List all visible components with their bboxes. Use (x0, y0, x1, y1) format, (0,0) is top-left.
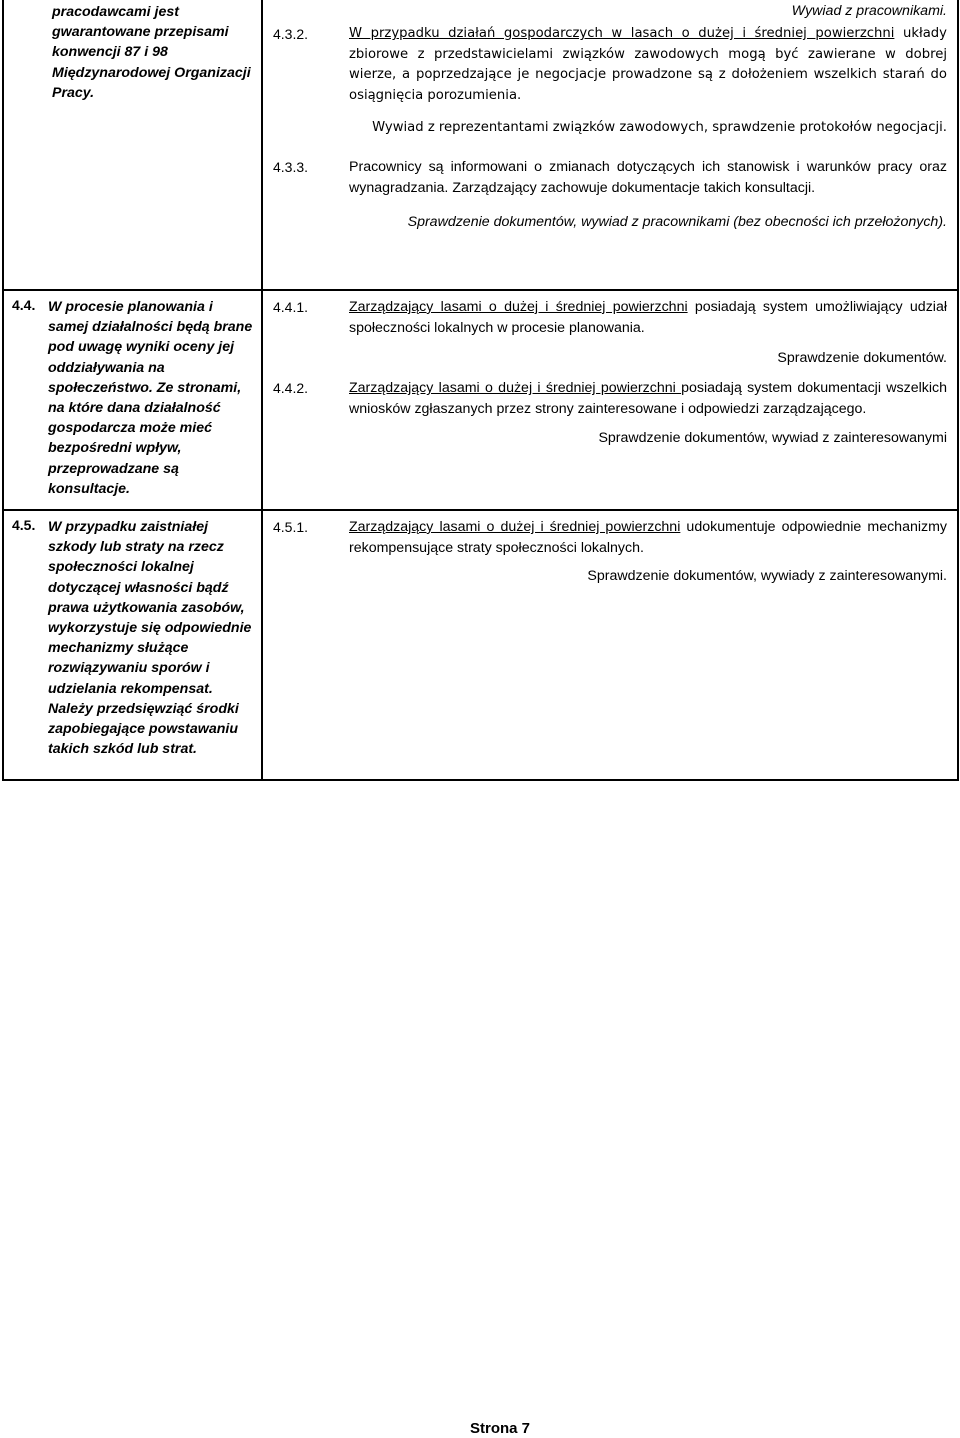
indicators-cell (262, 510, 958, 780)
indicator-item (273, 517, 947, 558)
indicator-text-rest: udokumentuje odpowiednie mechanizmy rekompensujące straty społeczności lokalnych. (349, 519, 948, 556)
indicator-text-rest: układy zbiorowe z przedstawicielami związków zawodowych mogą być zawierane w dobrej wierze, a poprzedzające je negocjacje prowadzone są z dołożeniem wszelkich starań do osiągnięcia porozumienia. (349, 26, 947, 103)
criterion-text: pracodawcami jest gwarantowane przepisami konwencji 87 i 98 Międzynarodowej Organizacji Pracy. (52, 4, 251, 101)
indicator-text (349, 24, 947, 106)
criterion-cell (3, 290, 262, 510)
indicator-text-rest: Pracownicy są informowani o zmianach dotyczących ich stanowisk i warunków pracy oraz wynagradzania. Zarządzający zachowuje dokumentacje takich konsultacji. (349, 159, 947, 196)
criterion (4, 511, 261, 759)
verification-text: Wywiad z reprezentantami związków zawodowych, sprawdzenie protokołów negocjacji. (372, 120, 947, 136)
table-row (3, 510, 958, 780)
indicator-number: 4.4.2. (273, 380, 309, 397)
criterion-number: 4.5. (12, 517, 36, 533)
indicator-text-underlined: Zarządzający lasami o dużej i średniej powierzchni (349, 380, 682, 397)
verification-text: Sprawdzenie dokumentów, wywiady z zainteresowanymi. (587, 568, 947, 585)
indicator-text (349, 157, 947, 198)
indicator-number: 4.4.1. (273, 299, 309, 315)
indicator-text (349, 517, 947, 558)
indicator-text-underlined: W przypadku działań gospodarczych w lasach o dużej i średniej powierzchni (349, 26, 895, 41)
verification-text: Sprawdzenie dokumentów, wywiad z zainteresowanymi (598, 430, 947, 447)
indicator-number: 4.3.3. (273, 159, 309, 176)
verification-text: Sprawdzenie dokumentów. (777, 350, 947, 367)
indicator-text-underlined: Zarządzający lasami o dużej i średniej powierzchni (349, 299, 688, 315)
criterion-cell (3, 510, 262, 780)
indicator-text (349, 297, 947, 338)
criterion (4, 291, 261, 499)
indicator-item (273, 24, 947, 106)
indicator-text (349, 378, 947, 419)
criterion-number: 4.4. (12, 297, 36, 313)
indicator-item (273, 297, 947, 338)
indicator-number: 4.3.2. (273, 26, 309, 42)
criterion-text: W przypadku zaistniałej szkody lub straty na rzecz społeczności lokalnej dotyczącej własności bądź prawa użytkowania zasobów, wykorzystuje się odpowiednie mechanizmy służące rozwiązywaniu sporów i udzielania rekompensat. Należy przedsięwziąć środki zapobiegające powstawaniu takich szkód lub strat. (48, 519, 252, 758)
table-row (3, 0, 958, 290)
verification-text: Sprawdzenie dokumentów, wywiad z pracownikami (bez obecności ich przełożonych). (407, 213, 947, 230)
indicator-number: 4.5.1. (273, 519, 309, 535)
indicator-text-underlined: Zarządzający lasami o dużej i średniej powierzchni (349, 519, 681, 535)
standards-table (2, 0, 959, 781)
criterion-text: W procesie planowania i samej działalności będą brane pod uwagę wyniki oceny jej oddziaływania na społeczeństwo. Ze stronami, na które dana działalność gospodarcza może mieć bezpośredni wpływ, przeprowadzane są konsultacje. (48, 299, 253, 497)
indicator-item (273, 378, 947, 419)
table-row (3, 290, 958, 510)
page-footer: Strona 7 (469, 1420, 530, 1437)
criterion-cell (3, 0, 262, 290)
indicator-text-rest: posiadają system dokumentacji wszelkich wniosków zgłaszanych przez strony zainteresowane i odpowiedzi zarządzającego. (349, 380, 947, 417)
indicators-cell (262, 290, 958, 510)
indicators-cell (262, 0, 958, 290)
verification-text: Wywiad z pracownikami. (791, 3, 947, 19)
indicator-item (273, 157, 947, 198)
indicator-text-rest: posiadają system umożliwiający udział społeczności lokalnych w procesie planowania. (349, 299, 947, 336)
